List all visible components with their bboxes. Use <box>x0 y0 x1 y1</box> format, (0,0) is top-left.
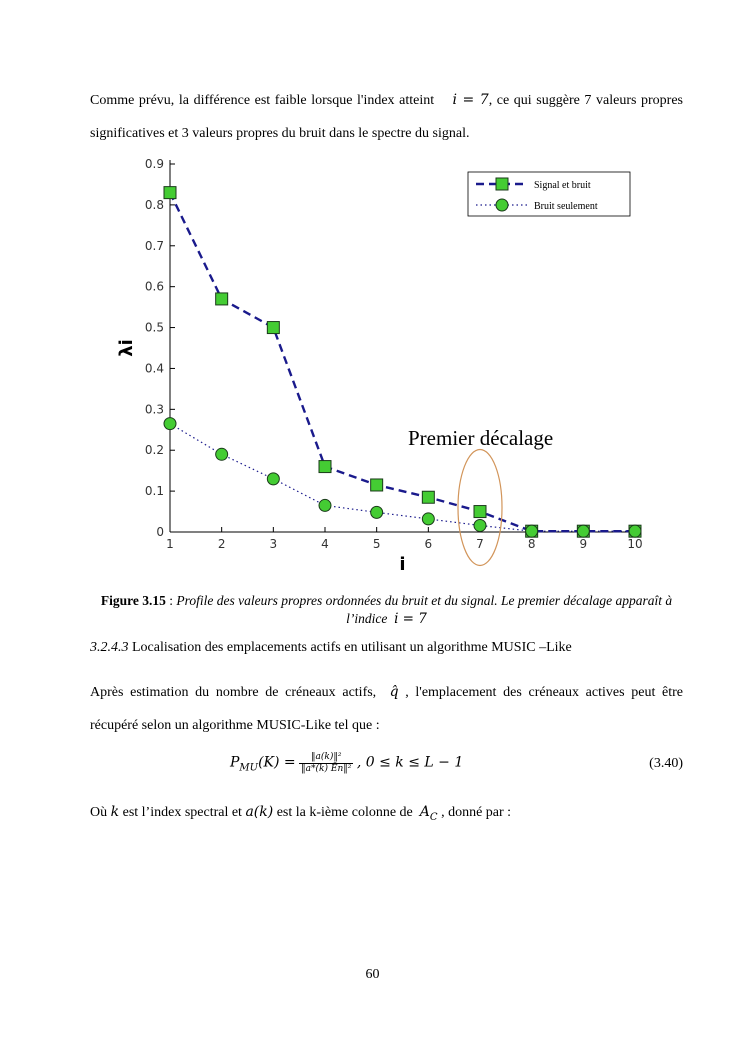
y-tick-label: 0.4 <box>144 361 164 376</box>
intro-text-1: Comme prévu, la différence est faible lorsque l'index atteint <box>90 93 435 108</box>
data-point-noise <box>629 525 641 537</box>
index-expression: i = 7 <box>452 92 489 108</box>
x-tick-label: 5 <box>372 537 381 551</box>
data-point-signal <box>164 187 176 199</box>
annotation-text: Premier décalage <box>408 426 554 450</box>
body-text-1: Après estimation du nombre de créneaux actifs, <box>90 685 377 700</box>
y-tick-label: 0.8 <box>144 197 164 212</box>
y-tick-label: 0.9 <box>144 157 164 171</box>
y-tick-label: 0 <box>156 525 164 539</box>
y-tick-label: 0.7 <box>144 238 164 253</box>
y-tick-label: 0.6 <box>144 279 164 294</box>
data-point-noise <box>319 499 331 511</box>
music-equation: $P_{MU}(K)$ = $\frac{\text{‖a(k)‖²}}{\text{‖a*(k) Ēn‖²}}$ , 0 ≤ k ≤ L − 1 <box>230 752 464 774</box>
x-tick-label: 10 <box>627 537 643 551</box>
intro-paragraph <box>90 84 683 150</box>
data-point-noise <box>577 525 589 537</box>
y-tick-label: 0.1 <box>144 484 164 499</box>
equation-numerator: ‖a(k)‖² <box>299 752 353 764</box>
section-title: Localisation des emplacements actifs en utilisant un algorithme MUSIC –Like <box>132 640 572 655</box>
definition-paragraph: Où k est l’index spectral et a(k) est la k-ième colonne de $A_C$ , donné par : <box>90 804 512 823</box>
equation-number: (3.40) <box>649 756 683 771</box>
data-point-noise <box>267 473 279 485</box>
x-tick-label: 6 <box>424 537 433 551</box>
y-axis-label: λi <box>116 339 137 357</box>
legend-label: Bruit seulement <box>534 201 598 212</box>
data-point-noise <box>164 418 176 430</box>
equation-denominator: ‖a*(k) Ēn‖² <box>301 764 352 774</box>
legend-marker-circle <box>496 199 508 211</box>
page-number: 60 <box>365 967 380 982</box>
x-tick-label: 9 <box>579 537 588 551</box>
data-point-noise <box>371 506 383 518</box>
section-heading <box>90 633 683 663</box>
x-tick-label: 3 <box>269 537 278 551</box>
equation-fraction <box>299 752 353 775</box>
y-tick-label: 0.2 <box>144 443 164 458</box>
legend-marker-square <box>496 178 508 190</box>
figure-label: Figure 3.15 <box>100 593 166 608</box>
data-point-noise <box>474 519 486 531</box>
body-text-2: , l'emplacement des créneaux actives peut être récupéré selon un algorithme MUSIC-Like tel que : <box>90 685 684 733</box>
caption-index: i = 7 <box>394 611 427 627</box>
caption-text: Profile des valeurs propres ordonnées du bruit et du signal. Le premier décalage apparaît à l’indice <box>176 593 673 626</box>
data-point-signal <box>216 293 228 305</box>
data-point-signal <box>267 322 279 334</box>
data-point-signal <box>474 506 486 518</box>
data-point-signal <box>422 491 434 503</box>
y-tick-label: 0.3 <box>144 402 164 417</box>
figure-caption: Figure 3.15 : Profile des valeurs propres ordonnées du bruit et du signal. Le premier décalage apparaît à l’indice i = 7 <box>100 593 673 627</box>
x-tick-label: 2 <box>217 537 226 551</box>
data-point-noise <box>526 525 538 537</box>
equation-condition: , 0 ≤ k ≤ L − 1 <box>356 754 464 771</box>
x-tick-label: 4 <box>321 537 329 551</box>
legend-label: Signal et bruit <box>534 180 591 191</box>
body-paragraph <box>90 676 683 742</box>
intro-text-2: , ce qui suggère 7 valeurs propres significatives et 3 valeurs propres du bruit dans le spectre du signal. <box>90 93 684 141</box>
data-point-noise <box>422 513 434 525</box>
data-point-noise <box>216 448 228 460</box>
x-axis-label: i <box>399 554 406 575</box>
y-tick-label: 0.5 <box>144 320 164 335</box>
series-line-2 <box>170 424 635 532</box>
x-tick-label: 7 <box>476 537 484 551</box>
series-line-1 <box>170 193 635 532</box>
data-point-signal <box>319 461 331 473</box>
eigenvalue-chart <box>110 150 670 580</box>
x-tick-label: 1 <box>166 537 174 551</box>
section-number: 3.2.4.3 <box>90 640 129 655</box>
q-hat-symbol: q̂ <box>389 684 399 700</box>
x-tick-label: 8 <box>527 537 536 551</box>
data-point-signal <box>371 479 383 491</box>
